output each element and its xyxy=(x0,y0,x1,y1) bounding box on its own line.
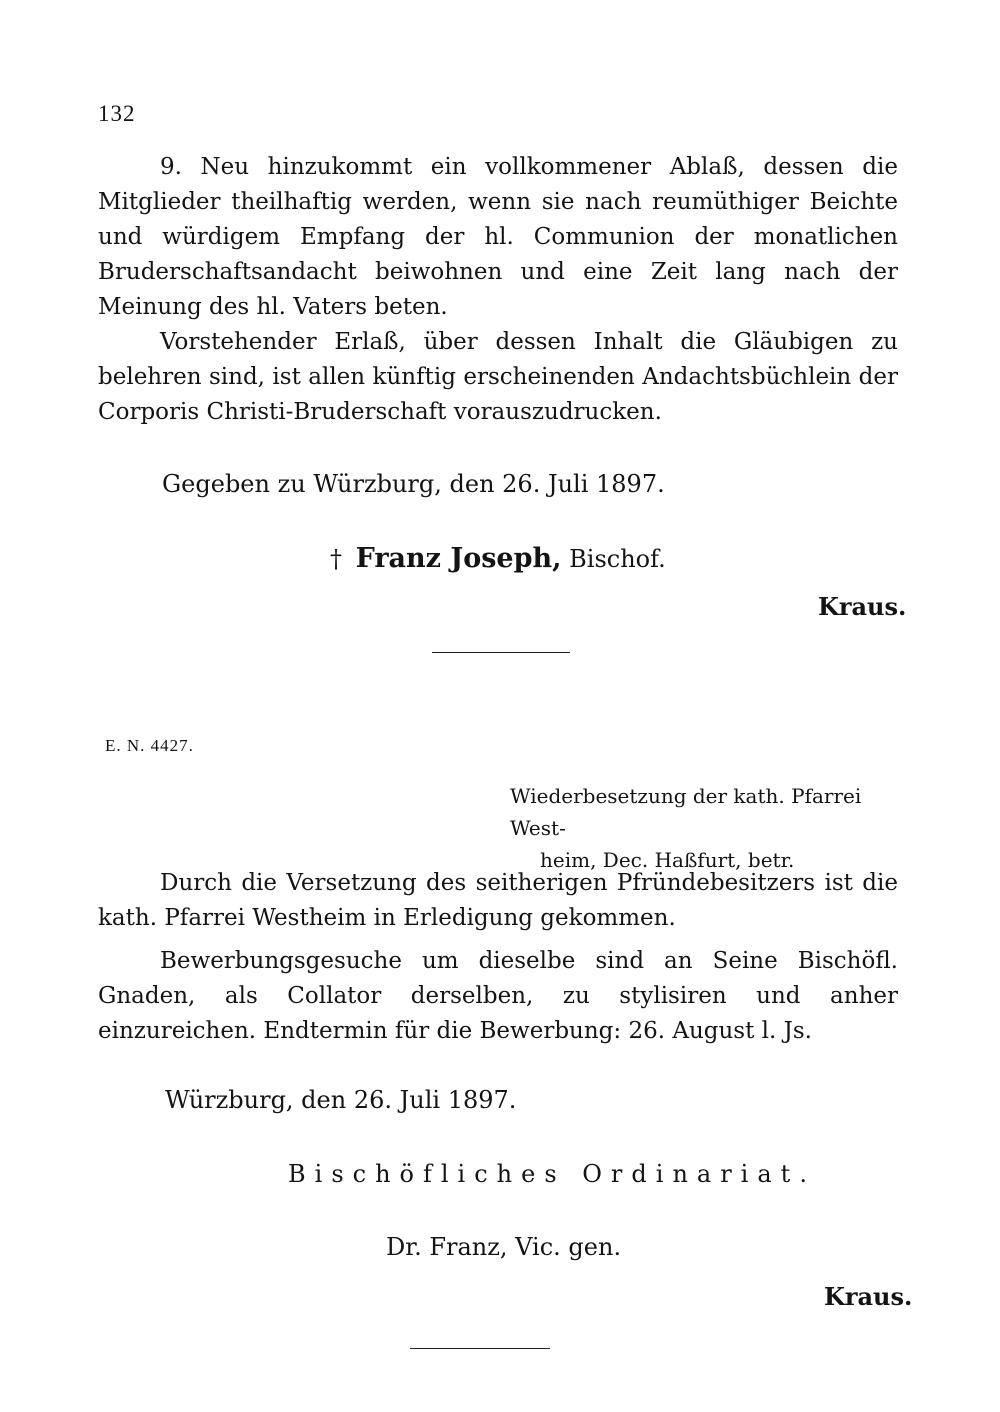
cross-symbol: † xyxy=(330,545,342,573)
authority-line: Bischöfliches Ordinariat. xyxy=(288,1160,816,1188)
paragraph-indulgence: 9. Neu hinzukommt ein vollkommener Ablaß, dessen die Mitglieder theilhaftig werden, wenn sie nach reumüthiger Beichte und würdigem Empfang der hl. Communion der monatlichen Bruderschaftsandacht beiwohnen und eine Zeit lang nach der Meinung des hl. Vaters beten. xyxy=(98,154,898,320)
page-number: 132 xyxy=(98,101,136,126)
bishop-title: Bischof. xyxy=(569,545,666,573)
vicar-signature: Dr. Franz, Vic. gen. xyxy=(386,1233,622,1261)
subject-heading xyxy=(510,780,905,876)
paragraph-vacancy: Durch die Versetzung des seitherigen Pfründebesitzers ist die kath. Pfarrei Westheim in Erledigung gekommen. xyxy=(98,870,898,931)
subject-line-1: Wiederbesetzung der kath. Pfarrei West- xyxy=(510,784,862,840)
bishop-signature xyxy=(330,543,666,574)
divider-2 xyxy=(410,1348,550,1349)
reference-number: E. N. 4427. xyxy=(105,736,194,755)
dateline-given: Gegeben zu Würzburg, den 26. Juli 1897. xyxy=(162,470,665,498)
paragraph-applications: Bewerbungsgesuche um dieselbe sind an Seine Bischöfl. Gnaden, als Collator derselben, zu stylisiren und anher einzureichen. Endtermin für die Bewerbung: 26. August l. Js. xyxy=(98,948,898,1044)
bishop-name: Franz Joseph, xyxy=(355,543,562,574)
paragraph-decree: Vorstehender Erlaß, über dessen Inhalt die Gläubigen zu belehren sind, ist allen künftig erscheinenden Andachtsbüchlein der Corporis Christi-Bruderschaft vorauszudrucken. xyxy=(98,329,898,425)
countersign-2: Kraus. xyxy=(824,1282,913,1311)
divider-1 xyxy=(432,652,570,653)
dateline-wuerzburg: Würzburg, den 26. Juli 1897. xyxy=(165,1086,517,1114)
subject-line-2: heim, Dec. Haßfurt, betr. xyxy=(540,848,795,872)
countersign-1: Kraus. xyxy=(818,592,907,621)
